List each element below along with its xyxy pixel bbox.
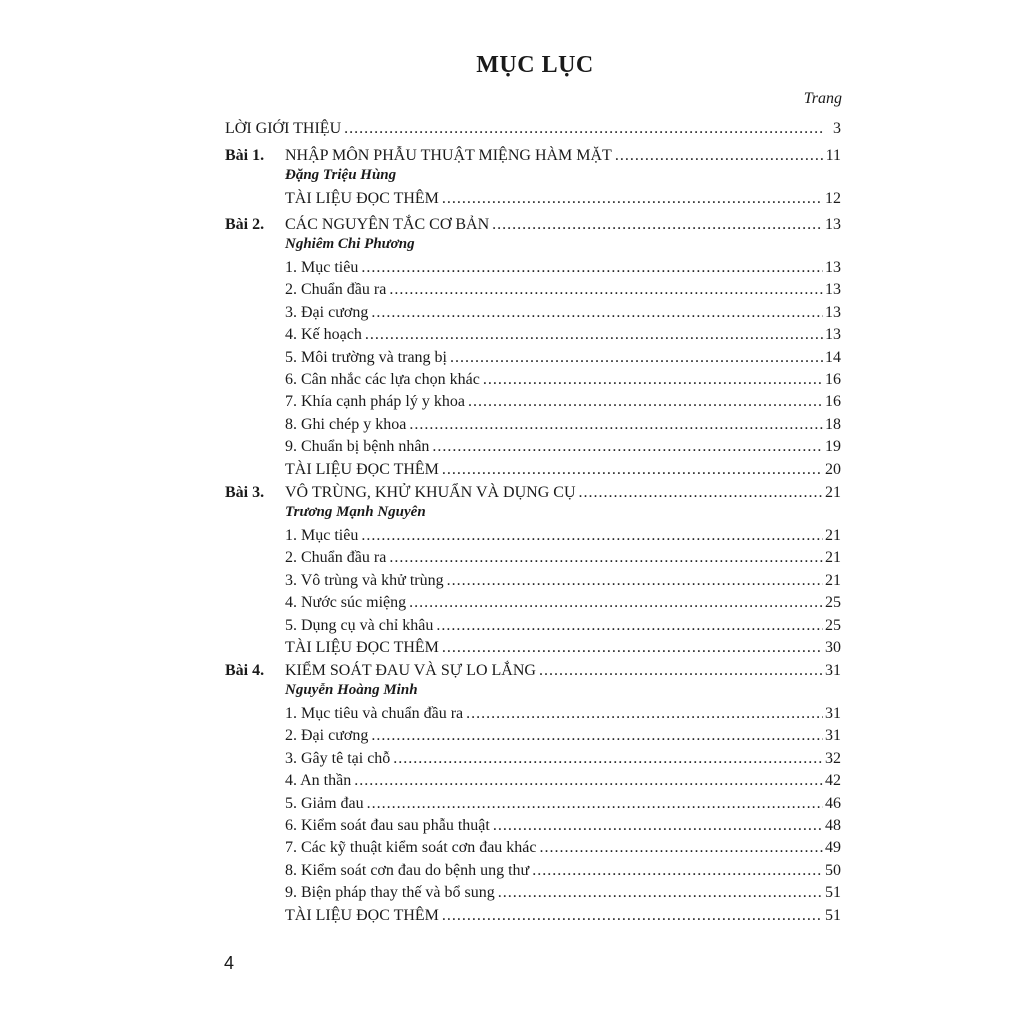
dot-leader <box>393 748 823 770</box>
dot-leader <box>615 145 823 167</box>
section-label: 7. Các kỹ thuật kiểm soát cơn đau khác <box>285 839 537 856</box>
section-page: 46 <box>825 795 841 812</box>
section-page: 31 <box>825 727 841 744</box>
section-page: 21 <box>825 572 841 589</box>
toc-row-section <box>285 637 841 659</box>
dot-leader <box>409 592 823 614</box>
toc-row-section <box>285 547 841 569</box>
toc-row-chapter <box>285 214 841 236</box>
table-of-contents <box>225 0 841 1024</box>
section-page: 16 <box>825 393 841 410</box>
chapter-page: 21 <box>825 484 841 501</box>
toc-row-section <box>285 592 841 614</box>
toc-row-chapter <box>285 660 841 682</box>
dot-leader <box>493 815 823 837</box>
toc-row-section <box>285 793 841 815</box>
dot-leader <box>361 257 823 279</box>
dot-leader <box>344 118 823 140</box>
section-page: 25 <box>825 617 841 634</box>
dot-leader <box>432 436 823 458</box>
dot-leader <box>409 414 823 436</box>
section-page: 16 <box>825 371 841 388</box>
section-page: 50 <box>825 862 841 879</box>
section-label: TÀI LIỆU ĐỌC THÊM <box>285 639 439 656</box>
chapter-page: 11 <box>825 147 841 164</box>
section-label: 5. Dụng cụ và chỉ khâu <box>285 617 434 634</box>
section-page: 13 <box>825 326 841 343</box>
toc-row-section <box>285 837 841 859</box>
section-page: 21 <box>825 527 841 544</box>
chapter-author: Trương Mạnh Nguyên <box>285 504 426 520</box>
chapter-page: 31 <box>825 662 841 679</box>
dot-leader <box>450 347 823 369</box>
section-label: 3. Vô trùng và khử trùng <box>285 572 444 589</box>
section-label: 7. Khía cạnh pháp lý y khoa <box>285 393 465 410</box>
section-label: 1. Mục tiêu <box>285 527 359 544</box>
section-label: 2. Chuẩn đầu ra <box>285 281 387 298</box>
section-page: 25 <box>825 594 841 611</box>
toc-row-section <box>285 525 841 547</box>
dot-leader <box>540 837 824 859</box>
section-label: 3. Gây tê tại chỗ <box>285 750 391 767</box>
toc-row-section <box>285 302 841 324</box>
chapter-author: Nghiêm Chi Phương <box>285 236 415 252</box>
dot-leader <box>466 703 823 725</box>
dot-leader <box>371 725 823 747</box>
toc-row-chapter <box>285 145 841 167</box>
dot-leader <box>539 660 823 682</box>
chapter-page: 13 <box>825 216 841 233</box>
section-label: 6. Kiểm soát đau sau phẫu thuật <box>285 817 490 834</box>
section-page: 42 <box>825 772 841 789</box>
section-label: 5. Môi trường và trang bị <box>285 349 447 366</box>
section-page: 21 <box>825 549 841 566</box>
toc-row-section <box>285 459 841 481</box>
section-page: 19 <box>825 438 841 455</box>
toc-row-section <box>285 815 841 837</box>
section-label: 3. Đại cương <box>285 304 369 321</box>
toc-row-section <box>285 905 841 927</box>
toc-entry-page: 3 <box>833 120 841 137</box>
section-label: 2. Đại cương <box>285 727 369 744</box>
dot-leader <box>442 905 823 927</box>
toc-row-section <box>285 257 841 279</box>
toc-row-section <box>285 188 841 210</box>
chapter-number: Bài 1. <box>225 147 265 164</box>
toc-row-chapter <box>285 482 841 504</box>
toc-row-section <box>285 414 841 436</box>
chapter-title: VÔ TRÙNG, KHỬ KHUẨN VÀ DỤNG CỤ <box>285 484 576 501</box>
chapter-number: Bài 4. <box>225 662 265 679</box>
toc-row-section <box>285 725 841 747</box>
section-label: 1. Mục tiêu <box>285 259 359 276</box>
chapter-title: NHẬP MÔN PHẪU THUẬT MIỆNG HÀM MẶT <box>285 147 612 164</box>
section-label: 5. Giảm đau <box>285 795 364 812</box>
toc-row-section <box>285 882 841 904</box>
section-page: 20 <box>825 461 841 478</box>
section-page: 13 <box>825 304 841 321</box>
chapter-title: KIỂM SOÁT ĐAU VÀ SỰ LO LẮNG <box>285 662 536 679</box>
section-label: 8. Kiểm soát cơn đau do bệnh ung thư <box>285 862 530 879</box>
page-title: MỤC LỤC <box>476 52 594 78</box>
section-label: TÀI LIỆU ĐỌC THÊM <box>285 907 439 924</box>
section-label: 2. Chuẩn đầu ra <box>285 549 387 566</box>
toc-row-section <box>285 369 841 391</box>
dot-leader <box>371 302 823 324</box>
section-label: 8. Ghi chép y khoa <box>285 416 407 433</box>
section-page: 18 <box>825 416 841 433</box>
dot-leader <box>492 214 823 236</box>
section-label: 9. Chuẩn bị bệnh nhân <box>285 438 430 455</box>
dot-leader <box>532 860 823 882</box>
dot-leader <box>498 882 823 904</box>
section-label: 4. Nước súc miệng <box>285 594 407 611</box>
page-column-label: Trang <box>803 90 842 107</box>
toc-row-intro <box>225 118 841 140</box>
dot-leader <box>579 482 824 504</box>
toc-row-section <box>285 748 841 770</box>
toc-row-section <box>285 570 841 592</box>
section-label: 9. Biện pháp thay thế và bổ sung <box>285 884 495 901</box>
chapter-author: Nguyễn Hoàng Minh <box>285 682 418 698</box>
dot-leader <box>447 570 823 592</box>
chapter-number: Bài 3. <box>225 484 265 501</box>
section-page: 32 <box>825 750 841 767</box>
section-page: 48 <box>825 817 841 834</box>
section-page: 31 <box>825 705 841 722</box>
dot-leader <box>442 459 823 481</box>
dot-leader <box>468 391 823 413</box>
toc-row-section <box>285 436 841 458</box>
section-page: 49 <box>825 839 841 856</box>
section-label: 4. An thần <box>285 772 352 789</box>
section-label: 6. Cân nhắc các lựa chọn khác <box>285 371 480 388</box>
dot-leader <box>442 188 823 210</box>
dot-leader <box>365 324 823 346</box>
dot-leader <box>389 279 823 301</box>
section-page: 30 <box>825 639 841 656</box>
dot-leader <box>361 525 823 547</box>
chapter-title: CÁC NGUYÊN TẮC CƠ BẢN <box>285 216 490 233</box>
toc-row-section <box>285 391 841 413</box>
toc-row-section <box>285 860 841 882</box>
dot-leader <box>354 770 823 792</box>
section-page: 13 <box>825 281 841 298</box>
dot-leader <box>389 547 823 569</box>
section-label: TÀI LIỆU ĐỌC THÊM <box>285 461 439 478</box>
toc-entry-label: LỜI GIỚI THIỆU <box>225 120 342 137</box>
section-label: 1. Mục tiêu và chuẩn đầu ra <box>285 705 464 722</box>
toc-row-section <box>285 347 841 369</box>
toc-row-section <box>285 279 841 301</box>
toc-row-section <box>285 324 841 346</box>
page-number: 4 <box>224 953 235 973</box>
section-label: 4. Kế hoạch <box>285 326 362 343</box>
chapter-number: Bài 2. <box>225 216 265 233</box>
section-page: 14 <box>825 349 841 366</box>
section-page: 51 <box>825 907 841 924</box>
toc-row-section <box>285 615 841 637</box>
section-label: TÀI LIỆU ĐỌC THÊM <box>285 190 439 207</box>
section-page: 12 <box>825 190 841 207</box>
chapter-author: Đặng Triệu Hùng <box>285 167 397 183</box>
toc-row-section <box>285 703 841 725</box>
toc-row-section <box>285 770 841 792</box>
section-page: 51 <box>825 884 841 901</box>
dot-leader <box>442 637 823 659</box>
dot-leader <box>367 793 823 815</box>
dot-leader <box>436 615 823 637</box>
section-page: 13 <box>825 259 841 276</box>
dot-leader <box>483 369 823 391</box>
